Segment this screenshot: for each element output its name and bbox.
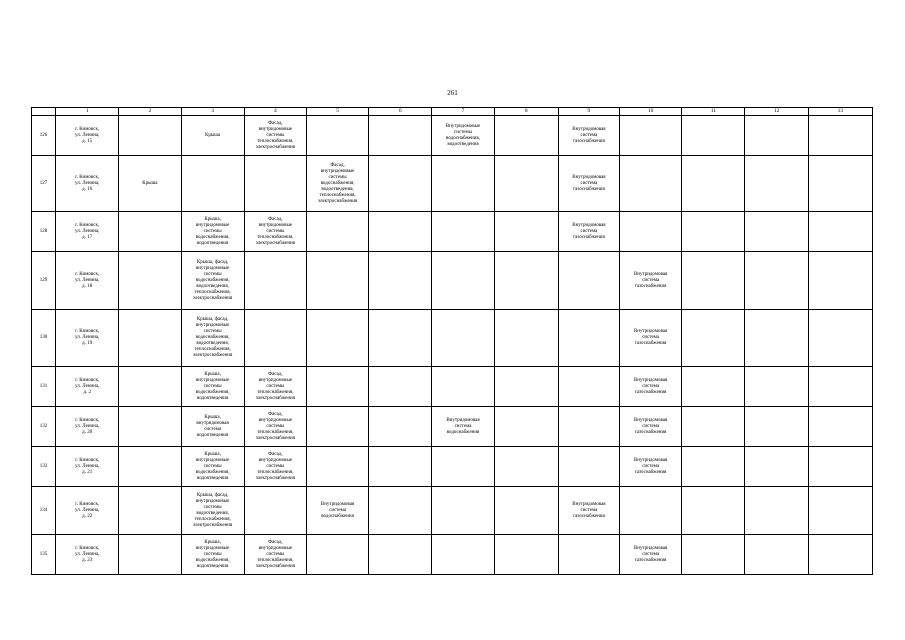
cell: [808, 116, 872, 156]
cell: [745, 487, 808, 535]
row-number-cell: 132: [32, 407, 56, 447]
address-cell: г. Кимовск, ул. Ленина, д. 20: [56, 407, 119, 447]
row-number-cell: 127: [32, 156, 56, 212]
table-row: [32, 252, 873, 310]
cell: [494, 487, 558, 535]
cell: [369, 212, 432, 252]
cell: [494, 252, 558, 310]
cell: [369, 156, 432, 212]
cell: [119, 212, 181, 252]
cell: [119, 407, 181, 447]
cell: [808, 212, 872, 252]
cell: [682, 487, 745, 535]
cell: Фасад, внутридомовые системы теплоснабжения, электроснабжения: [244, 535, 306, 575]
address-cell: г. Кимовск, ул. Ленина, д. 21: [56, 447, 119, 487]
cell: [432, 252, 494, 310]
cell: [119, 367, 181, 407]
cell: Фасад, внутридомовые системы теплоснабжения, электроснабжения: [244, 367, 306, 407]
cell: [494, 407, 558, 447]
cell: Крыша, фасад, внутридомовые системы водоснабжения, водоотведения, теплоснабжения, электроснабжения: [181, 310, 244, 367]
cell: [369, 535, 432, 575]
cell: [119, 447, 181, 487]
cell: [620, 156, 682, 212]
table-row: [32, 487, 873, 535]
table-header-row: [32, 108, 873, 116]
cell: [620, 487, 682, 535]
cell: [432, 156, 494, 212]
cell: [494, 447, 558, 487]
cell: [369, 407, 432, 447]
cell: [369, 447, 432, 487]
cell: [306, 310, 368, 367]
cell: [682, 212, 745, 252]
cell: Крыша, фасад, внутридомовые системы водоотведения, теплоснабжения, электроснабжения: [181, 487, 244, 535]
cell: [745, 252, 808, 310]
cell: [558, 407, 619, 447]
cell: [745, 535, 808, 575]
header-cell-blank: [32, 108, 56, 116]
table-row: [32, 407, 873, 447]
address-cell: г. Кимовск, ул. Ленина, д. 2: [56, 367, 119, 407]
header-cell: 1: [56, 108, 119, 116]
cell: Внутридомовая система водоснабжения: [432, 407, 494, 447]
cell: [369, 487, 432, 535]
cell: [808, 367, 872, 407]
cell: [682, 535, 745, 575]
cell: Внутридомовая система водоснабжения: [306, 487, 368, 535]
cell: Внутридомовая система газоснабжения: [558, 156, 619, 212]
cell: [745, 407, 808, 447]
cell: Фасад, внутридомовые системы теплоснабжения, электроснабжения: [244, 116, 306, 156]
cell: [432, 310, 494, 367]
cell: [244, 252, 306, 310]
cell: [181, 156, 244, 212]
cell: [494, 212, 558, 252]
cell: [682, 407, 745, 447]
cell: [369, 116, 432, 156]
cell: [494, 535, 558, 575]
repair-schedule-table: [31, 107, 873, 575]
cell: [494, 367, 558, 407]
cell: [119, 310, 181, 367]
table-body: [32, 108, 873, 575]
row-number-cell: 133: [32, 447, 56, 487]
table-row: [32, 212, 873, 252]
cell: [682, 447, 745, 487]
header-cell: 11: [682, 108, 745, 116]
cell: [119, 487, 181, 535]
cell: Внутридомовая система газоснабжения: [558, 212, 619, 252]
cell: [369, 310, 432, 367]
header-cell: 4: [244, 108, 306, 116]
cell: [306, 447, 368, 487]
cell: Фасад, внутридомовые системы теплоснабжения, электроснабжения: [244, 407, 306, 447]
header-cell: 7: [432, 108, 494, 116]
cell: [306, 116, 368, 156]
cell: Крыша: [119, 156, 181, 212]
cell: [558, 310, 619, 367]
cell: [745, 367, 808, 407]
cell: [119, 116, 181, 156]
cell: Внутридомовая система газоснабжения: [620, 535, 682, 575]
header-cell: 12: [745, 108, 808, 116]
cell: [494, 116, 558, 156]
cell: [244, 310, 306, 367]
cell: [682, 116, 745, 156]
cell: Крыша, внутридомовая система водоотведения: [181, 407, 244, 447]
cell: [620, 212, 682, 252]
table-row: [32, 535, 873, 575]
cell: Внутридомовая система газоснабжения: [558, 487, 619, 535]
cell: Внутридомовая система газоснабжения: [620, 447, 682, 487]
cell: [745, 447, 808, 487]
table-row: [32, 447, 873, 487]
cell: [432, 212, 494, 252]
cell: Фасад, внутридомовые системы водоснабжения, водоотведения, теплоснабжения, электроснабжения: [306, 156, 368, 212]
cell: Внутридомовая система газоснабжения: [620, 310, 682, 367]
header-cell: 5: [306, 108, 368, 116]
cell: [682, 252, 745, 310]
cell: [682, 310, 745, 367]
cell: [808, 156, 872, 212]
table-row: [32, 116, 873, 156]
cell: [306, 535, 368, 575]
cell: [494, 310, 558, 367]
address-cell: г. Кимовск, ул. Ленина, д. 19: [56, 310, 119, 367]
cell: [558, 252, 619, 310]
cell: [745, 310, 808, 367]
cell: [808, 535, 872, 575]
cell: [808, 487, 872, 535]
row-number-cell: 128: [32, 212, 56, 252]
table-row: [32, 367, 873, 407]
table-row: [32, 156, 873, 212]
address-cell: г. Кимовск, ул. Ленина, д. 23: [56, 535, 119, 575]
cell: Крыша, фасад, внутридомовые системы водоснабжения, водоотведения, теплоснабжения, электроснабжения: [181, 252, 244, 310]
cell: [558, 535, 619, 575]
cell: Внутридомовая система газоснабжения: [620, 367, 682, 407]
header-cell: 6: [369, 108, 432, 116]
address-cell: г. Кимовск, ул. Ленина, д. 22: [56, 487, 119, 535]
cell: [306, 212, 368, 252]
cell: [808, 310, 872, 367]
cell: [558, 367, 619, 407]
row-number-cell: 131: [32, 367, 56, 407]
cell: [620, 116, 682, 156]
cell: [558, 447, 619, 487]
cell: Внутридомовая система газоснабжения: [620, 407, 682, 447]
page-number: 261: [447, 89, 458, 97]
cell: [432, 367, 494, 407]
header-cell: 8: [494, 108, 558, 116]
cell: [808, 447, 872, 487]
cell: Фасад, внутридомовые системы теплоснабжения, электроснабжения: [244, 447, 306, 487]
cell: Фасад, внутридомовые системы теплоснабжения, электроснабжения: [244, 212, 306, 252]
table-row: [32, 310, 873, 367]
cell: [745, 212, 808, 252]
cell: [808, 407, 872, 447]
cell: [244, 156, 306, 212]
header-cell: 3: [181, 108, 244, 116]
address-cell: г. Кимовск, ул. Ленина, д. 15: [56, 116, 119, 156]
cell: Крыша, внутридомовые системы водоснабжения, водоотведения: [181, 535, 244, 575]
row-number-cell: 135: [32, 535, 56, 575]
cell: [494, 156, 558, 212]
cell: [745, 116, 808, 156]
cell: Внутридомовая система газоснабжения: [620, 252, 682, 310]
cell: Внутридомовые системы водоснабжения, водоотведения: [432, 116, 494, 156]
address-cell: г. Кимовск, ул. Ленина, д. 17: [56, 212, 119, 252]
cell: [432, 487, 494, 535]
cell: [306, 407, 368, 447]
cell: [119, 535, 181, 575]
cell: Крыша, внутридомовые системы водоснабжения, водоотведения: [181, 367, 244, 407]
row-number-cell: 126: [32, 116, 56, 156]
cell: [745, 156, 808, 212]
cell: [432, 535, 494, 575]
cell: [244, 487, 306, 535]
cell: [306, 252, 368, 310]
cell: [306, 367, 368, 407]
cell: [369, 252, 432, 310]
cell: Внутридомовая система газоснабжения: [558, 116, 619, 156]
cell: Крыша, внутридомовые системы водоснабжения, водоотведения: [181, 212, 244, 252]
row-number-cell: 129: [32, 252, 56, 310]
address-cell: г. Кимовск, ул. Ленина, д. 18: [56, 252, 119, 310]
cell: Крыша, внутридомовые системы водоснабжения, водоотведения: [181, 447, 244, 487]
cell: [369, 367, 432, 407]
row-number-cell: 130: [32, 310, 56, 367]
cell: [682, 156, 745, 212]
address-cell: г. Кимовск, ул. Ленина, д. 16: [56, 156, 119, 212]
cell: Крыша: [181, 116, 244, 156]
header-cell: 2: [119, 108, 181, 116]
row-number-cell: 134: [32, 487, 56, 535]
header-cell: 9: [558, 108, 619, 116]
cell: [119, 252, 181, 310]
cell: [682, 367, 745, 407]
cell: [808, 252, 872, 310]
header-cell: 13: [808, 108, 872, 116]
cell: [432, 447, 494, 487]
header-cell: 10: [620, 108, 682, 116]
